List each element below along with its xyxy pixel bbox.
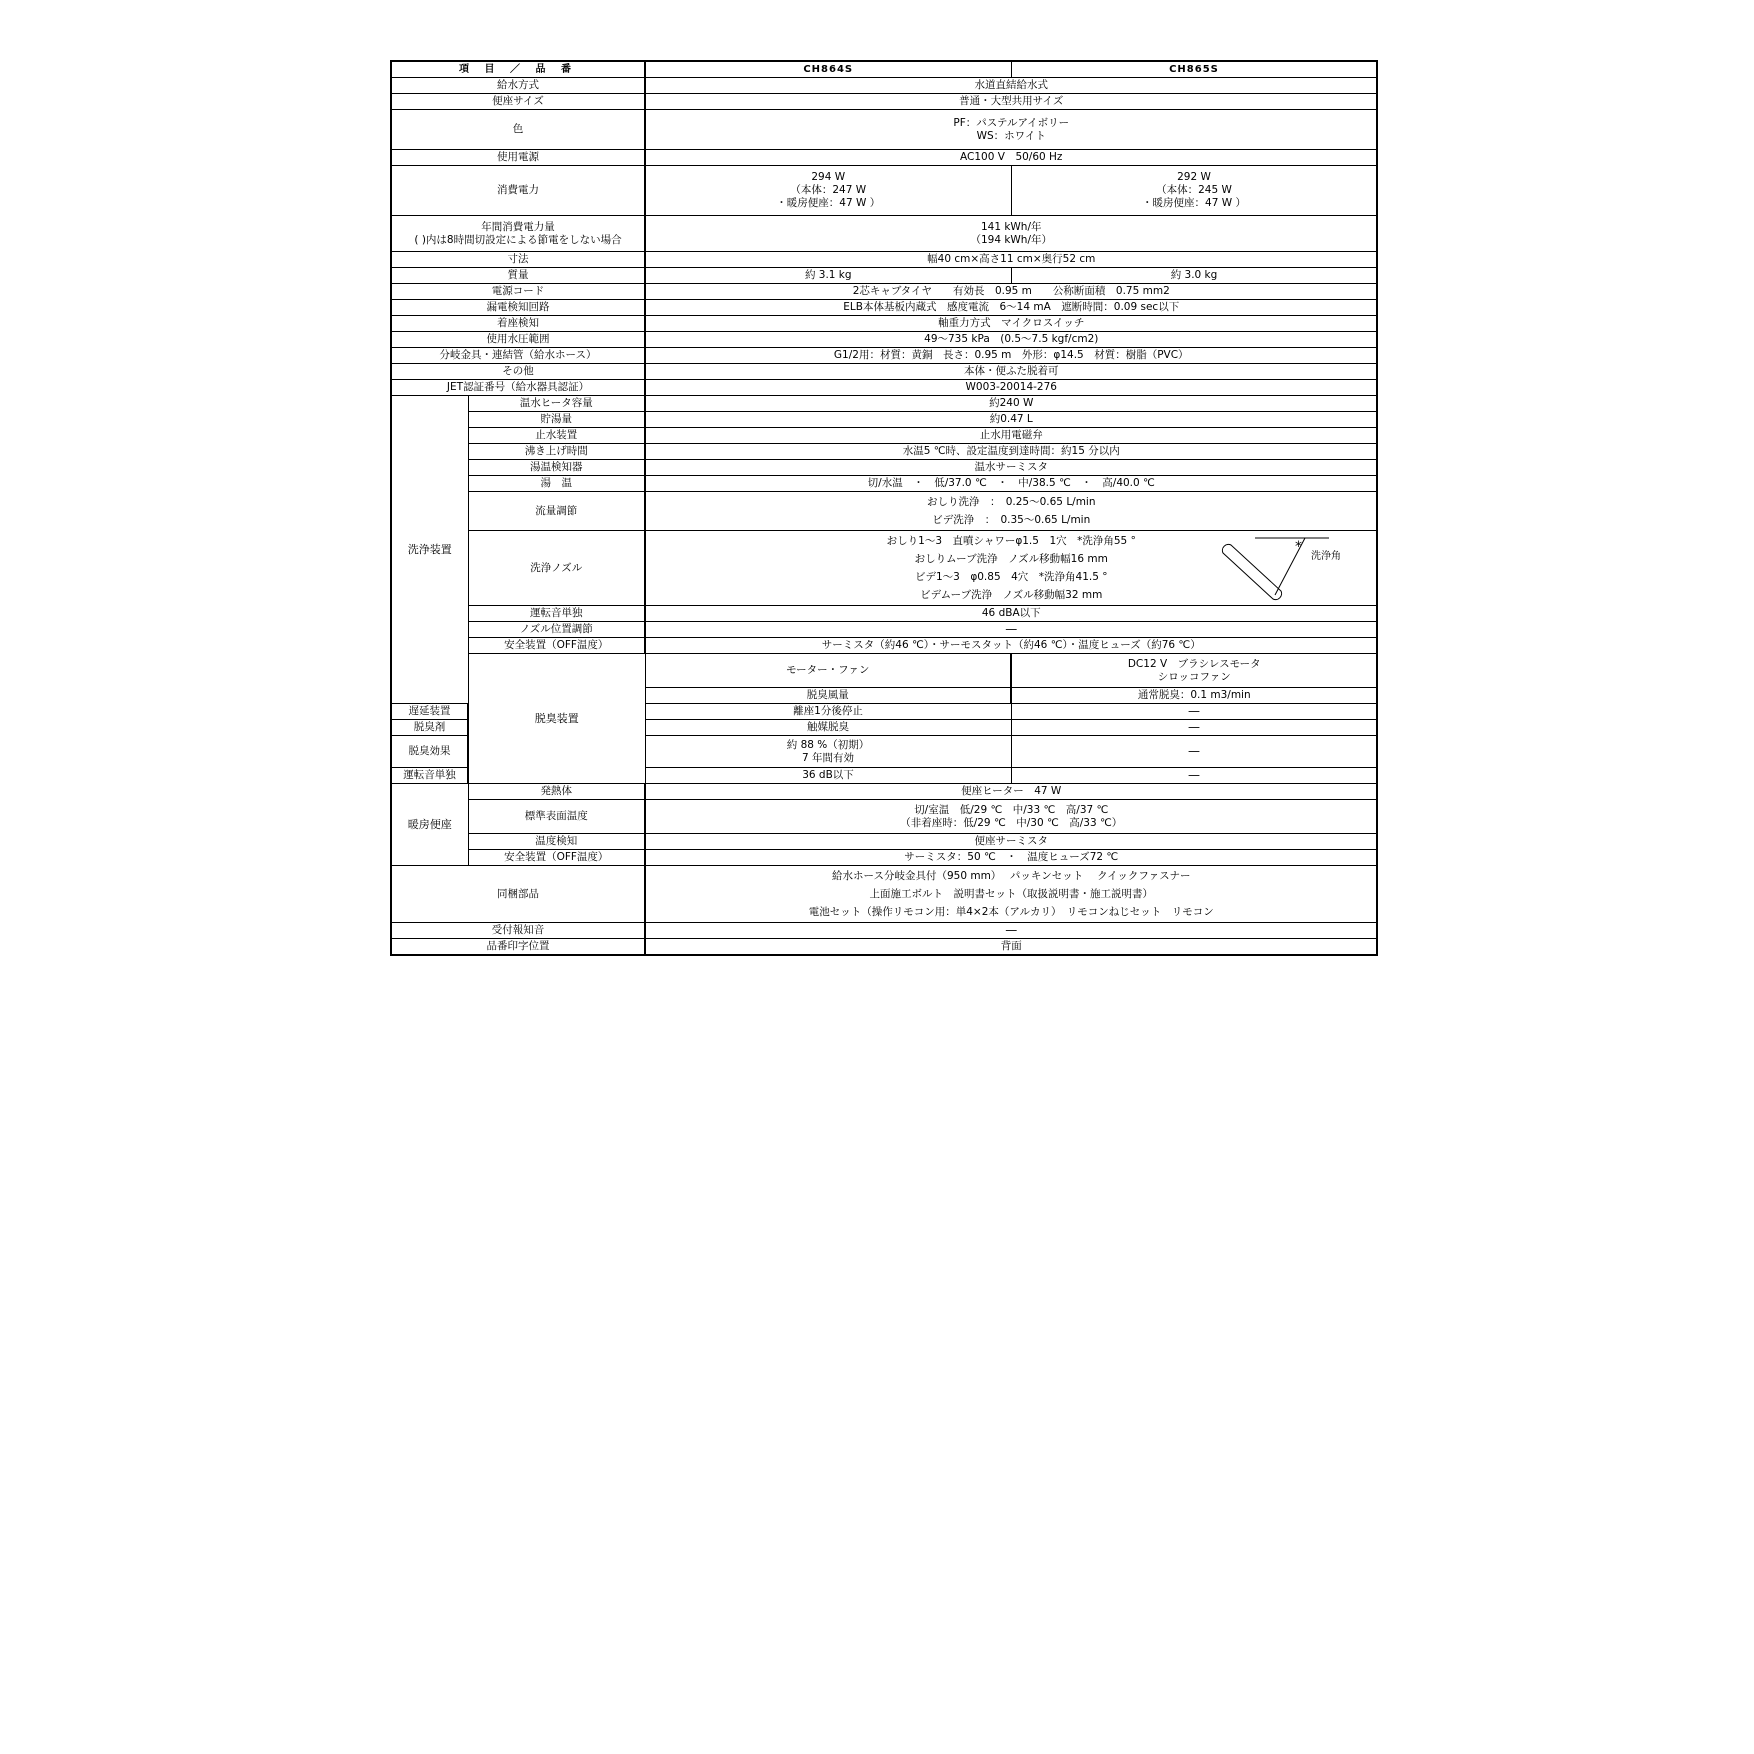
row-value: G1/2用：材質：黄銅 長さ：0.95 m 外形：φ14.5 材質：樹脂（PVC）: [645, 348, 1377, 364]
row-value: サーミスタ：50 ℃ ・ 温度ヒューズ72 ℃: [645, 850, 1377, 866]
row-branch-fitting: [391, 348, 1377, 364]
row-power-source: [391, 150, 1377, 166]
row-seat-size: [391, 94, 1377, 110]
row-value: ELB本体基板内蔵式 感度電流 6～14 mA 遮断時間：0.09 sec以下: [645, 300, 1377, 316]
value-line: シロッコファン: [1157, 670, 1231, 683]
row-dimensions: [391, 252, 1377, 268]
value-line: 7 年間有効: [801, 751, 855, 764]
row-print-position: [391, 939, 1377, 956]
deo-noise-a: 36 dB以下: [645, 768, 1011, 784]
value-line: ビデムーブ洗浄 ノズル移動幅32 mm: [920, 589, 1103, 601]
row-label: [391, 216, 645, 252]
row-value: [645, 216, 1377, 252]
spec-table: [390, 60, 1378, 956]
value-line: 給水ホース分岐金具付（950 mm） パッキンセット クイックファスナー: [832, 870, 1191, 882]
row-seat-detection: [391, 316, 1377, 332]
row-tank-volume: [391, 412, 1377, 428]
row-label: 安全装置（OFF温度）: [468, 638, 645, 654]
row-label: ノズル位置調節: [468, 622, 645, 638]
row-label: 消費電力: [391, 166, 645, 216]
row-value: 2芯キャブタイヤ 有効長 0.95 m 公称断面積 0.75 mm2: [645, 284, 1377, 300]
row-water-temp: [391, 476, 1377, 492]
row-seat-heater: [391, 784, 1377, 800]
row-label: 色: [391, 110, 645, 150]
section-washing-label: 洗浄装置: [391, 396, 468, 704]
air-volume-a: 通常脱臭：0.1 m3/min: [1011, 688, 1377, 704]
row-label: 給水方式: [391, 78, 645, 94]
row-label: 運転音単独: [468, 606, 645, 622]
row-value: サーミスタ（約46 ℃）・サーモスタット（約46 ℃）・温度ヒューズ（約76 ℃）: [645, 638, 1377, 654]
row-reception-sound: [391, 923, 1377, 939]
row-label: 便座サイズ: [391, 94, 645, 110]
row-label: 漏電検知回路: [391, 300, 645, 316]
row-label: 貯湯量: [468, 412, 645, 428]
row-value: 本体・便ふた脱着可: [645, 364, 1377, 380]
row-label: 温度検知: [468, 834, 645, 850]
row-label: 脱臭剤: [391, 720, 468, 736]
color-line: WS：ホワイト: [976, 129, 1046, 142]
header-row: [391, 61, 1377, 78]
row-color: [391, 110, 1377, 150]
power-consumption-a: [645, 166, 1011, 216]
color-line: PF：パステルアイボリー: [953, 116, 1070, 129]
header-model-a: CH864S: [645, 61, 1011, 78]
effect-b: —: [1011, 736, 1377, 768]
row-power-cord: [391, 284, 1377, 300]
value-line: （非着座時：低/29 ℃ 中/30 ℃ 高/33 ℃）: [900, 816, 1123, 829]
row-label: 止水装置: [468, 428, 645, 444]
row-value: 便座ヒーター 47 W: [645, 784, 1377, 800]
diagram-nozzle: [1222, 544, 1281, 599]
value-line: （194 kWh/年）: [970, 233, 1053, 246]
header-model-b: CH865S: [1011, 61, 1377, 78]
row-label: 洗浄ノズル: [468, 531, 645, 606]
value-line: 上面施工ボルト 説明書セット（取扱説明書・施工説明書）: [869, 888, 1153, 900]
row-flow-control: [391, 492, 1377, 531]
diagram-star: *: [1294, 539, 1302, 555]
row-value: [645, 492, 1377, 531]
row-value: [645, 800, 1377, 834]
row-surface-temp: [391, 800, 1377, 834]
row-other: [391, 364, 1377, 380]
row-value: 止水用電磁弁: [645, 428, 1377, 444]
mass-a: 約 3.1 kg: [645, 268, 1011, 284]
row-label: 湯温検知器: [468, 460, 645, 476]
row-label: 沸き上げ時間: [468, 444, 645, 460]
label-line: 年間消費電力量: [481, 220, 555, 233]
row-value: —: [645, 622, 1377, 638]
diagram-label: 洗浄角: [1310, 551, 1341, 562]
row-value: 約0.47 L: [645, 412, 1377, 428]
value-line: 切/室温 低/29 ℃ 中/33 ℃ 高/37 ℃: [914, 803, 1109, 816]
row-leak-detection: [391, 300, 1377, 316]
row-value: AC100 V 50/60 Hz: [645, 150, 1377, 166]
value-line: おしり洗浄 ： 0.25～0.65 L/min: [926, 496, 1096, 508]
value-line: 電池セット（操作リモコン用：単4×2本（アルカリ） リモコンねじセット リモコン: [808, 906, 1214, 918]
value-line: おしり1～3 直噴シャワーφ1.5 1穴 *洗浄角55 °: [886, 535, 1136, 547]
row-label: 着座検知: [391, 316, 645, 332]
row-label: 受付報知音: [391, 923, 645, 939]
delay-b: —: [1011, 704, 1377, 720]
row-label: 質量: [391, 268, 645, 284]
row-seat-safety: [391, 850, 1377, 866]
section-deodorizer-label: 脱臭装置: [468, 654, 645, 784]
row-value: 水温5 ℃時、設定温度到達時間：約15 分以内: [645, 444, 1377, 460]
row-value: W003-20014-276: [645, 380, 1377, 396]
row-value: 切/水温 ・ 低/37.0 ℃ ・ 中/38.5 ℃ ・ 高/40.0 ℃: [645, 476, 1377, 492]
row-label: 分岐金具・連結管（給水ホース）: [391, 348, 645, 364]
row-label: 流量調節: [468, 492, 645, 531]
row-label: 品番印字位置: [391, 939, 645, 956]
value-line: 292 W: [1177, 171, 1211, 183]
value-line: ビデ1～3 φ0.85 4穴 *洗浄角41.5 °: [914, 571, 1108, 583]
row-value: 普通・大型共用サイズ: [645, 94, 1377, 110]
row-value: [645, 110, 1377, 150]
row-stop-valve: [391, 428, 1377, 444]
row-temp-sensor: [391, 460, 1377, 476]
row-nozzle-position: [391, 622, 1377, 638]
row-value: 49～735 kPa (0.5～7.5 kgf/cm2): [645, 332, 1377, 348]
row-label: 湯 温: [468, 476, 645, 492]
power-consumption-b: [1011, 166, 1377, 216]
row-value: [645, 866, 1377, 923]
value-line: ・暖房便座：47 W ）: [1142, 197, 1246, 209]
row-label: 使用電源: [391, 150, 645, 166]
row-seat-temp-sensor: [391, 834, 1377, 850]
row-label: 遅延装置: [391, 704, 468, 720]
row-boil-time: [391, 444, 1377, 460]
delay-a: 離座1分後停止: [645, 704, 1011, 720]
row-label: その他: [391, 364, 645, 380]
row-wash-noise: [391, 606, 1377, 622]
row-motor-fan: [391, 654, 1377, 688]
row-value: —: [645, 923, 1377, 939]
nozzle-angle-diagram: [1215, 535, 1355, 603]
row-label: 発熱体: [468, 784, 645, 800]
row-label: 標準表面温度: [468, 800, 645, 834]
motor-fan-a: [1011, 654, 1377, 688]
row-heater-capacity: [391, 396, 1377, 412]
value-line: ・暖房便座：47 W ）: [776, 197, 881, 209]
row-water-supply: [391, 78, 1377, 94]
mass-b: 約 3.0 kg: [1011, 268, 1377, 284]
deo-noise-b: —: [1011, 768, 1377, 784]
row-value: 約240 W: [645, 396, 1377, 412]
row-label: JET認証番号（給水器具認証）: [391, 380, 645, 396]
row-annual-power: [391, 216, 1377, 252]
agent-b: —: [1011, 720, 1377, 736]
row-label: 寸法: [391, 252, 645, 268]
row-label: 脱臭効果: [391, 736, 468, 768]
value-line: （本体：247 W: [790, 184, 867, 196]
value-line: 141 kWh/年: [980, 220, 1042, 233]
header-item-label: 項 目 ／ 品 番: [391, 61, 645, 78]
row-label: 運転音単独: [391, 768, 468, 784]
row-wash-safety: [391, 638, 1377, 654]
label-line: ( )内は8時間切設定による節電をしない場合: [414, 233, 622, 246]
row-value: 便座サーミスタ: [645, 834, 1377, 850]
row-label: 温水ヒータ容量: [468, 396, 645, 412]
row-power-consumption: [391, 166, 1377, 216]
row-label: 使用水圧範囲: [391, 332, 645, 348]
value-line: 約 88 %（初期）: [786, 738, 870, 751]
effect-a: [645, 736, 1011, 768]
agent-a: 触媒脱臭: [645, 720, 1011, 736]
value-line: （本体：245 W: [1156, 184, 1232, 196]
spec-sheet: [390, 60, 1378, 956]
row-value: 幅40 cm×高さ11 cm×奥行52 cm: [645, 252, 1377, 268]
value-line: 294 W: [811, 171, 846, 183]
row-jet-number: [391, 380, 1377, 396]
row-label: 電源コード: [391, 284, 645, 300]
row-bundled: [391, 866, 1377, 923]
row-nozzle: [391, 531, 1377, 606]
section-heated-seat-label: 暖房便座: [391, 784, 468, 866]
row-value: 背面: [645, 939, 1377, 956]
row-value: 46 dBA以下: [645, 606, 1377, 622]
nozzle-cell: [645, 531, 1377, 606]
row-value: 温水サーミスタ: [645, 460, 1377, 476]
row-water-pressure: [391, 332, 1377, 348]
row-label: 脱臭風量: [645, 688, 1011, 704]
value-line: DC12 V ブラシレスモータ: [1127, 657, 1261, 670]
row-label: モーター・ファン: [645, 654, 1011, 688]
row-label: 同梱部品: [391, 866, 645, 923]
value-line: おしりムーブ洗浄 ノズル移動幅16 mm: [914, 553, 1108, 565]
row-label: 安全装置（OFF温度）: [468, 850, 645, 866]
row-value: 軸重力方式 マイクロスイッチ: [645, 316, 1377, 332]
row-mass: [391, 268, 1377, 284]
row-value: 水道直結給水式: [645, 78, 1377, 94]
value-line: ビデ洗浄 ： 0.35～0.65 L/min: [932, 514, 1091, 526]
